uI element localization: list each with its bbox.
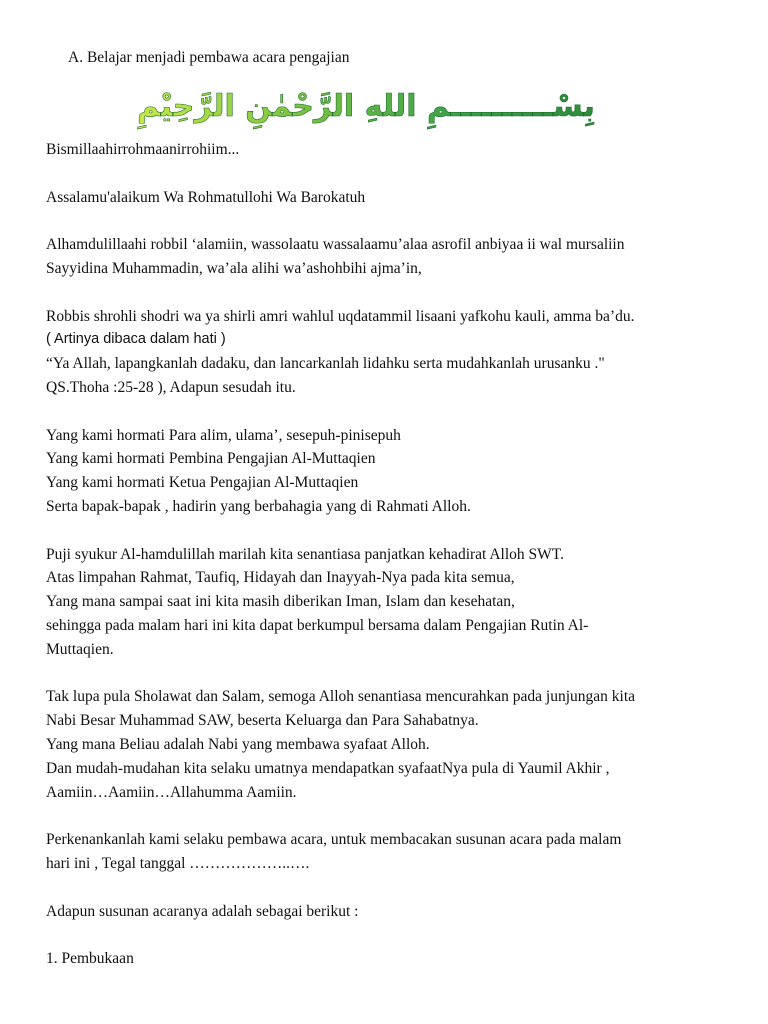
text-line: Puji syukur Al-hamdulillah marilah kita senantiasa panjatkan kehadirat Alloh SWT.	[46, 545, 564, 563]
text-line: Perkenankanlah kami selaku pembawa acara, untuk membacakan susunan acara pada malam	[46, 831, 622, 849]
text-line: Assalamu'alaikum Wa Rohmatullohi Wa Barokatuh	[46, 188, 366, 206]
text-line: Yang kami hormati Pembina Pengajian Al-Muttaqien	[46, 450, 376, 468]
paragraph	[46, 828, 736, 876]
text-line: hari ini , Tegal tanggal ………………..….	[46, 854, 310, 872]
document-body	[46, 138, 736, 995]
text-line: Sayyidina Muhammadin, wa’ala alihi wa’ashohbihi ajma’in,	[46, 259, 422, 277]
text-line: Yang mana sampai saat ini kita masih diberikan Iman, Islam dan kesehatan,	[46, 593, 515, 611]
basmalah-calligraphy-image	[137, 76, 595, 136]
text-line: Serta bapak-bapak , hadirin yang berbahagia yang di Rahmati Alloh.	[46, 497, 471, 515]
paragraph	[46, 900, 736, 924]
text-line: Yang kami hormati Ketua Pengajian Al-Muttaqien	[46, 474, 359, 492]
paragraph	[46, 685, 736, 804]
text-line: Aamiin…Aamiin…Allahumma Aamiin.	[46, 783, 297, 801]
paragraph	[46, 138, 736, 162]
text-line: “Ya Allah, lapangkanlah dadaku, dan lancarkanlah lidahku serta mudahkanlah urusanku ."	[46, 355, 605, 373]
text-line: Dan mudah-mudahan kita selaku umatnya mendapatkan syafaatNya pula di Yaumil Akhir ,	[46, 759, 610, 777]
section-heading: A. Belajar menjadi pembawa acara pengajian	[68, 49, 350, 66]
paragraph	[46, 947, 736, 971]
text-line: Alhamdulillaahi robbil ‘alamiin, wassolaatu wassalaamu’alaa asrofil anbiyaa ii wal mursaliin	[46, 236, 625, 254]
text-line: QS.Thoha :25-28 ), Adapun sesudah itu.	[46, 378, 296, 396]
text-line: Tak lupa pula Sholawat dan Salam, semoga Alloh senantiasa mencurahkan pada junjungan kita	[46, 688, 636, 706]
text-line: Yang mana Beliau adalah Nabi yang membawa syafaat Alloh.	[46, 735, 430, 753]
paragraph	[46, 186, 736, 210]
paragraph	[46, 305, 736, 400]
text-line: ( Artinya dibaca dalam hati )	[46, 331, 226, 348]
text-line: Atas limpahan Rahmat, Taufiq, Hidayah dan Inayyah-Nya pada kita semua,	[46, 569, 515, 587]
text-line: Adapun susunan acaranya adalah sebagai berikut :	[46, 902, 359, 920]
text-line: sehingga pada malam hari ini kita dapat berkumpul bersama dalam Pengajian Rutin Al-	[46, 616, 589, 634]
paragraph	[46, 543, 736, 662]
text-line: 1. Pembukaan	[46, 950, 134, 968]
basmalah-text: بِسْــــــــــمِ اللهِ الرَّحْمٰنِ الرَّحِيْمِ	[137, 89, 595, 124]
text-line: Muttaqien.	[46, 640, 114, 658]
text-line: Yang kami hormati Para alim, ulama’, sesepuh-pinisepuh	[46, 426, 401, 444]
paragraph	[46, 424, 736, 519]
text-line: Nabi Besar Muhammad SAW, beserta Keluarga dan Para Sahabatnya.	[46, 712, 479, 730]
text-line: Robbis shrohli shodri wa ya shirli amri wahlul uqdatammil lisaani yafkohu kauli, amma ba’du.	[46, 307, 635, 325]
paragraph	[46, 233, 736, 281]
text-line: Bismillaahirrohmaanirrohiim...	[46, 141, 240, 158]
